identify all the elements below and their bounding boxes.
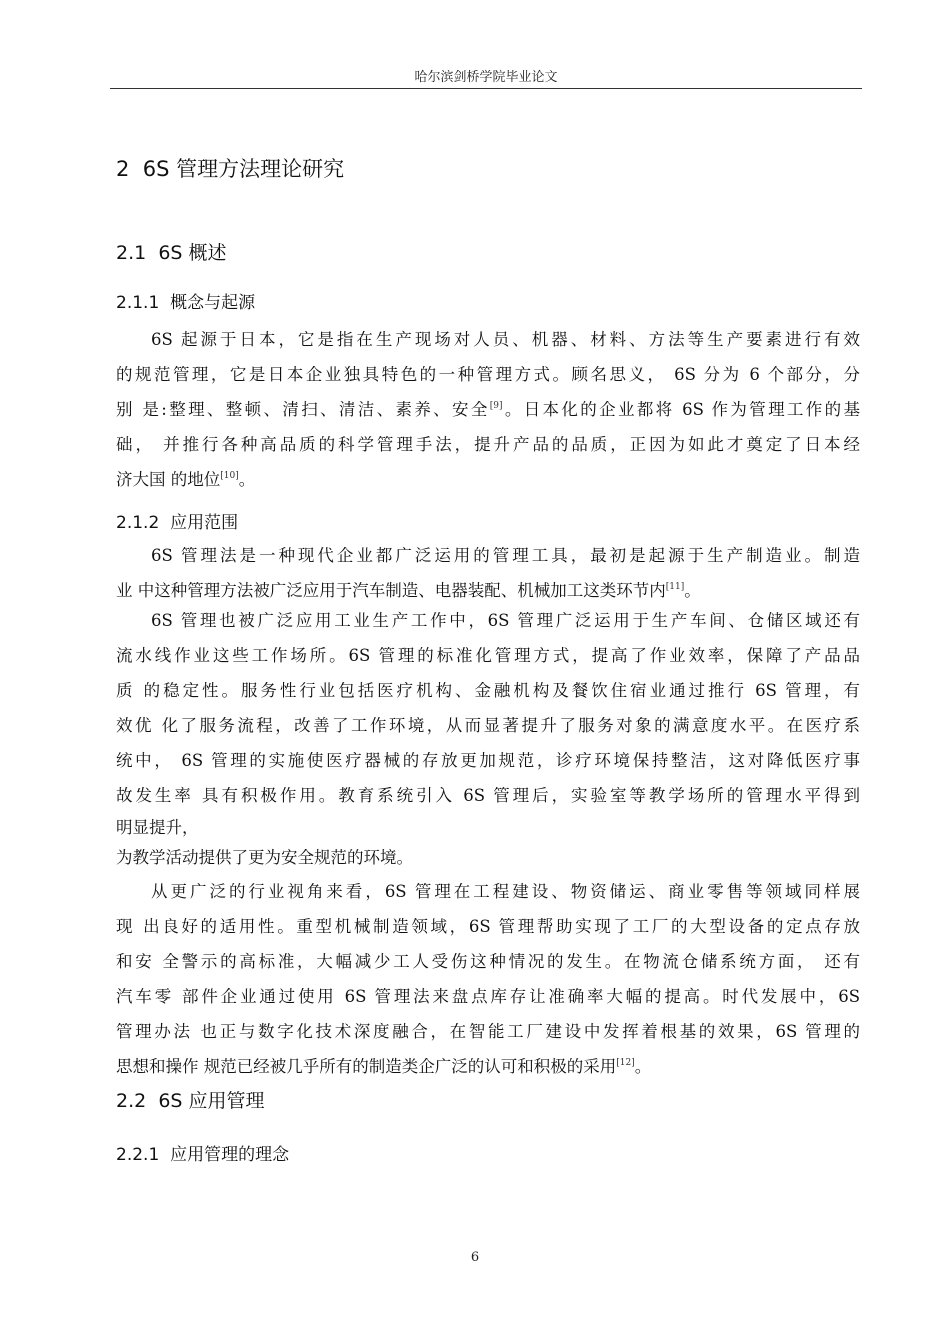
subsection-number: 2.2.1 bbox=[116, 1145, 160, 1165]
chapter-number: 2 bbox=[116, 157, 130, 181]
subsection-heading-2-2-1 bbox=[116, 1140, 289, 1165]
section-heading-2-1 bbox=[116, 238, 227, 265]
subsection-title: 概念与起源 bbox=[170, 293, 256, 313]
text-line: 流水线作业这些工作场所。6S 管理的标准化管理方式，提高了作业效率，保障了产品品 bbox=[116, 646, 860, 665]
chapter-title: 6S 管理方法理论研究 bbox=[142, 157, 345, 181]
citation-ref: [9] bbox=[489, 401, 503, 411]
text-line: 6S 管理法是一种现代企业都广泛运用的管理工具，最初是起源于生产制造业。制造 bbox=[151, 546, 860, 565]
section-title: 6S 概述 bbox=[158, 242, 227, 264]
page-number: 6 bbox=[470, 1250, 480, 1265]
text-line: 6S 起源于日本，它是指在生产现场对人员、机器、材料、方法等生产要素进行有效 bbox=[151, 330, 860, 349]
running-header: 哈尔滨剑桥学院毕业论文 bbox=[414, 70, 558, 85]
section-number: 2.2 bbox=[116, 1090, 147, 1112]
text-line bbox=[116, 462, 860, 497]
text-line: 效优 化了服务流程，改善了工作环境，从而显著提升了服务对象的满意度水平。在医疗系 bbox=[116, 716, 860, 735]
text-run: 别 是:整理、整顿、清扫、清洁、素养、安全 bbox=[116, 400, 490, 419]
section-number: 2.1 bbox=[116, 242, 147, 264]
text-line: 管理办法 也正与数字化技术深度融合，在智能工厂建设中发挥着根基的效果，6S 管理的 bbox=[116, 1022, 860, 1041]
text-line: 从更广泛的行业视角来看，6S 管理在工程建设、物资储运、商业零售等领域同样展 bbox=[151, 882, 860, 901]
text-run: 。日本化的企业都将 6S 作为管理工作的基 bbox=[502, 400, 860, 419]
text-line: 故发生率 具有积极作用。教育系统引入 6S 管理后，实验室等教学场所的管理水平得到 bbox=[116, 786, 860, 805]
paragraph-broader-view bbox=[116, 874, 860, 1084]
subsection-heading-2-1-1 bbox=[116, 288, 255, 313]
text-line: 础， 并推行各种高品质的科学管理手法，提升产品的品质，正因为如此才奠定了日本经 bbox=[116, 435, 860, 454]
chapter-heading bbox=[116, 153, 344, 183]
text-line: 统中， 6S 管理的实施使医疗器械的存放更加规范，诊疗环境保持整洁，这对降低医疗事 bbox=[116, 751, 860, 770]
paragraph-scope-intro bbox=[116, 538, 860, 608]
text-run: 济大国 的地位 bbox=[116, 470, 221, 489]
citation-ref: [11] bbox=[665, 582, 685, 592]
text-line: 6S 管理也被广泛应用工业生产工作中，6S 管理广泛运用于生产车间、仓储区域还有 bbox=[151, 611, 860, 630]
subsection-number: 2.1.2 bbox=[116, 513, 160, 533]
text-line: 和安 全警示的高标准，大幅减少工人受伤这种情况的发生。在物流仓储系统方面， 还有 bbox=[116, 952, 860, 971]
section-title: 6S 应用管理 bbox=[158, 1090, 265, 1112]
text-line: 明显提升， bbox=[116, 818, 199, 837]
text-line: 现 出良好的适用性。重型机械制造领域，6S 管理帮助实现了工厂的大型设备的定点存放 bbox=[116, 917, 860, 936]
text-run: 。 bbox=[238, 470, 256, 489]
paragraph-scope-industries bbox=[116, 603, 860, 873]
citation-ref: [10] bbox=[220, 471, 239, 481]
text-run: 。 bbox=[634, 1057, 652, 1076]
text-line: 质 的稳定性。服务性行业包括医疗机构、金融机构及餐饮住宿业通过推行 6S 管理，有 bbox=[116, 681, 860, 700]
text-run: 业 中这种管理方法被广泛应用于汽车制造、电器装配、机械加工这类环节内 bbox=[116, 581, 666, 600]
text-line: 为教学活动提供了更为安全规范的环境。 bbox=[116, 848, 413, 867]
paragraph-origin bbox=[116, 322, 860, 497]
text-line: 的规范管理，它是日本企业独具特色的一种管理方式。顾名思义， 6S 分为 6 个部分，分 bbox=[116, 365, 860, 384]
subsection-number: 2.1.1 bbox=[116, 293, 160, 313]
text-line bbox=[116, 392, 860, 427]
text-line bbox=[116, 1049, 860, 1084]
subsection-title: 应用管理的理念 bbox=[170, 1145, 290, 1165]
section-heading-2-2 bbox=[116, 1086, 265, 1113]
header-rule bbox=[110, 88, 862, 89]
subsection-title: 应用范围 bbox=[170, 513, 239, 533]
subsection-heading-2-1-2 bbox=[116, 508, 238, 533]
text-run: 。 bbox=[684, 581, 701, 600]
text-line: 汽车零 部件企业通过使用 6S 管理法来盘点库存让准确率大幅的提高。时代发展中，6S bbox=[116, 987, 860, 1006]
text-run: 思想和操作 规范已经被几乎所有的制造类企广泛的认可和积极的采用 bbox=[116, 1057, 617, 1076]
citation-ref: [12] bbox=[616, 1058, 635, 1068]
